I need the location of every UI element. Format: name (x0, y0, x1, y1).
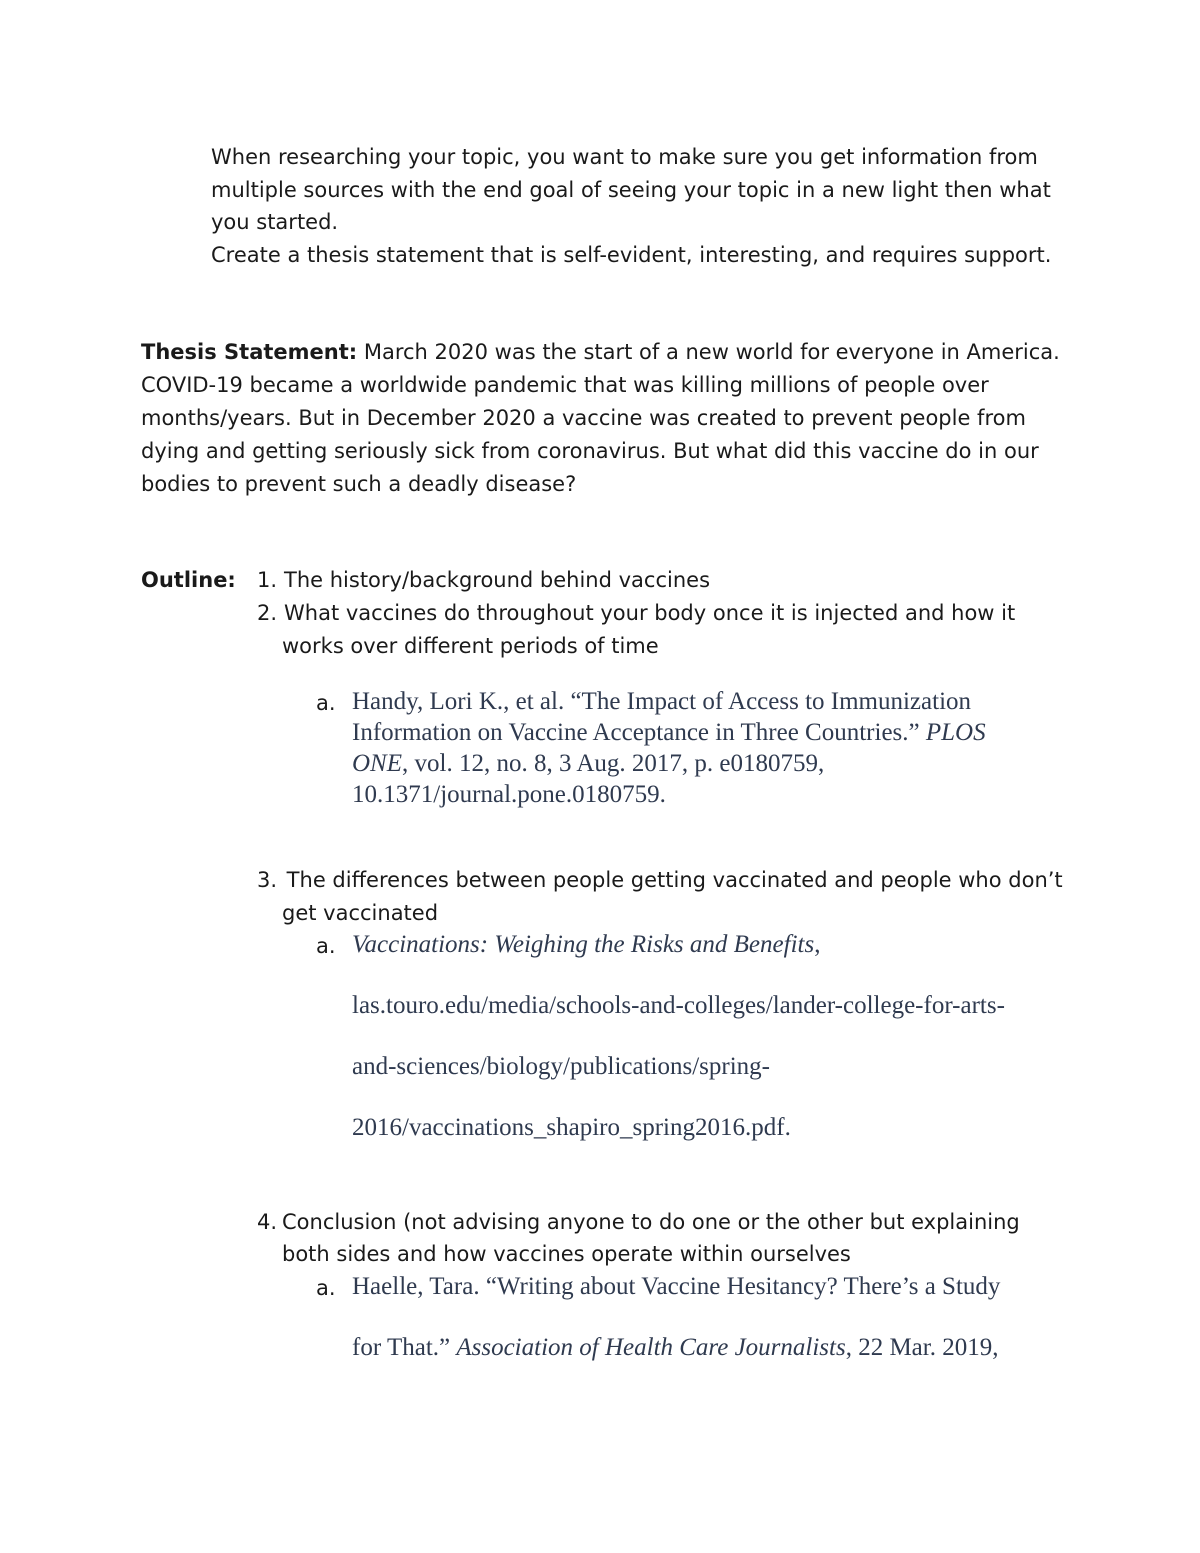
citation-2a-doi: 10.1371/journal.pone.0180759. (352, 781, 666, 808)
outline-item-3-line-1: The differences between people getting vaccinated and people who don’t (280, 868, 1063, 892)
outline-item-4-line-1: Conclusion (not advising anyone to do one or the other but explaining (282, 1210, 1020, 1234)
citation-3a-url-line-3: 2016/vaccinations_shapiro_spring2016.pdf. (352, 1114, 791, 1141)
citation-2a-volume: , vol. 12, no. 8, 3 Aug. 2017, p. e0180759, (402, 750, 825, 777)
citation-4a-letter: a. (316, 1276, 336, 1300)
outline-item-1-number: 1. (257, 568, 278, 592)
thesis-line-2: COVID-19 became a worldwide pandemic that was killing millions of people over (141, 373, 989, 397)
citation-3a-url-line-1: las.touro.edu/media/schools-and-colleges/lander-college-for-arts- (352, 992, 1005, 1019)
citation-3a-url-line-2: and-sciences/biology/publications/spring- (352, 1053, 770, 1080)
citation-3a-comma: , (814, 931, 821, 958)
citation-2a-line-1: Handy, Lori K., et al. “The Impact of Access to Immunization (352, 688, 972, 715)
intro-line-3: you started. (211, 210, 339, 234)
thesis-line-3: months/years. But in December 2020 a vaccine was created to prevent people from (141, 406, 1026, 430)
citation-4a-date: , 22 Mar. 2019, (845, 1334, 999, 1361)
outline-item-3-line-2: get vaccinated (282, 901, 439, 925)
citation-2a-line-2 (352, 719, 986, 747)
thesis-line-5: bodies to prevent such a deadly disease? (141, 472, 577, 496)
outline-item-4-number: 4. (257, 1210, 278, 1234)
citation-2a-journal-start: PLOS (925, 719, 986, 746)
citation-3a-title: Vaccinations: Weighing the Risks and Benefits (352, 931, 815, 958)
citation-4a-line-2 (352, 1334, 998, 1362)
outline-item-2-line-2: works over different periods of time (282, 634, 659, 658)
outline-item-2-line-1: What vaccines do throughout your body once it is injected and how it (284, 601, 1016, 625)
outline-item-4-line-2: both sides and how vaccines operate within ourselves (282, 1242, 851, 1266)
citation-3a-letter: a. (316, 934, 336, 958)
outline-item-2-number: 2. (257, 601, 278, 625)
citation-2a-journal-end: ONE (352, 750, 402, 777)
outline-label: Outline: (141, 568, 236, 592)
outline-item-3-number: 3. (257, 868, 278, 892)
thesis-line-4: dying and getting seriously sick from coronavirus. But what did this vaccine do in our (141, 439, 1039, 463)
intro-line-1: When researching your topic, you want to make sure you get information from (211, 145, 1038, 169)
thesis-first-line (141, 340, 1060, 364)
citation-4a-line-1: Haelle, Tara. “Writing about Vaccine Hesitancy? There’s a Study (352, 1273, 1001, 1300)
instruction-line: Create a thesis statement that is self-evident, interesting, and requires support. (211, 243, 1052, 267)
citation-2a-line-3 (352, 750, 824, 778)
intro-line-2: multiple sources with the end goal of seeing your topic in a new light then what (211, 178, 1051, 202)
citation-2a-article-end: Information on Vaccine Acceptance in Three Countries.” (352, 719, 920, 746)
citation-2a-letter: a. (316, 691, 336, 715)
citation-4a-publisher: Association of Health Care Journalists (456, 1334, 846, 1361)
citation-4a-title-end: for That.” (352, 1334, 451, 1361)
thesis-text-first: March 2020 was the start of a new world for everyone in America. (363, 340, 1060, 364)
citation-3a-title-line (352, 931, 820, 959)
thesis-label: Thesis Statement: (141, 340, 358, 364)
outline-item-1-text: The history/background behind vaccines (284, 568, 711, 592)
